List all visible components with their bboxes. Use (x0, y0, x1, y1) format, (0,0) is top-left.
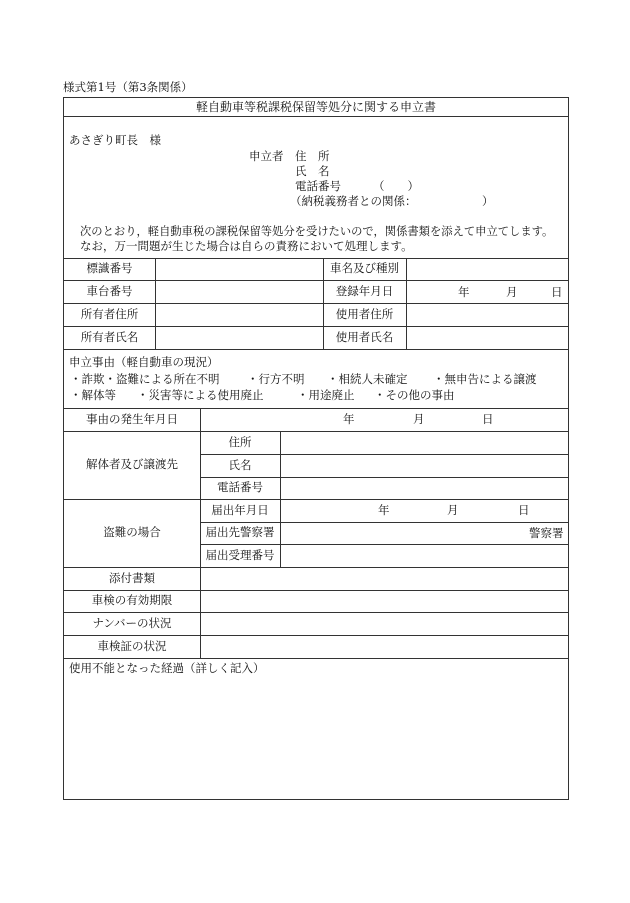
history-field[interactable] (64, 678, 568, 798)
plate-status-field[interactable] (200, 612, 568, 635)
owner-address-label: 所有者住所 (80, 306, 139, 321)
certificate-status-label: 車検証の状況 (97, 638, 167, 653)
dismantler-name-field[interactable] (280, 454, 568, 477)
dismantler-label: 解体者及び譲渡先 (86, 457, 178, 472)
incident-year-unit: 年 (343, 412, 355, 426)
applicant-relation-label: （納税義務者との関係： (290, 194, 417, 208)
intro-line-1: 次のとおり，軽自動車税の課税保留等処分を受けたいので，関係書類を添えて申立てします。 (80, 225, 554, 238)
attachments-field[interactable] (200, 567, 568, 590)
attachments-label: 添付書類 (109, 570, 155, 585)
police-station-label: 届出先警察署 (205, 525, 275, 540)
form-number: 様式第1号（第3条関係） (63, 80, 193, 94)
reason-use-discontinued[interactable]: ・用途廃止 (297, 388, 355, 402)
inspection-expiry-label: 車検の有効期限 (91, 593, 173, 608)
user-address-label: 使用者住所 (335, 306, 394, 321)
report-date-label: 届出年月日 (211, 502, 269, 517)
reason-fraud-theft[interactable]: ・詐欺・盗難による所在不明 (70, 372, 220, 386)
plate-number-field[interactable] (155, 258, 323, 280)
plate-status-label: ナンバーの状況 (92, 615, 172, 630)
reason-heir-undetermined[interactable]: ・相続人未確定 (327, 372, 408, 386)
incident-date-field[interactable] (200, 408, 568, 431)
reason-dismantled[interactable]: ・解体等 (70, 388, 116, 402)
chassis-number-field[interactable] (155, 280, 323, 303)
plate-number-label: 標識番号 (86, 261, 133, 276)
intro-line-2: なお，万一問題が生じた場合は自らの責務において処理します。 (80, 239, 413, 253)
registration-year-unit: 年 (458, 285, 470, 299)
report-day-unit: 日 (518, 503, 530, 517)
registration-date-label: 登録年月日 (335, 283, 394, 298)
applicant-phone-label: 電話番号 (295, 179, 341, 193)
receipt-number-label: 届出受理番号 (205, 547, 275, 562)
registration-month-unit: 月 (506, 285, 518, 299)
reasons-header: 申立事由（軽自動車の現況） (69, 355, 219, 369)
inspection-expiry-field[interactable] (200, 590, 568, 612)
police-station-field[interactable] (280, 522, 568, 544)
registration-date-field[interactable] (406, 280, 568, 303)
reason-unreported-transfer[interactable]: ・無申告による譲渡 (433, 372, 537, 386)
vehicle-type-field[interactable] (406, 258, 568, 280)
owner-name-field[interactable] (155, 326, 323, 349)
form-title: 軽自動車等税課税保留等処分に関する申立書 (195, 100, 436, 114)
dismantler-phone-label: 電話番号 (217, 480, 263, 495)
history-label: 使用不能となった経過（詳しく記入） (69, 661, 265, 675)
certificate-status-field[interactable] (200, 635, 568, 658)
report-year-unit: 年 (378, 503, 390, 517)
police-station-suffix: 警察署 (529, 526, 564, 540)
registration-day-unit: 日 (551, 285, 563, 299)
reason-other[interactable]: ・その他の事由 (374, 388, 455, 402)
incident-date-label: 事由の発生年月日 (86, 411, 178, 426)
theft-label: 盗難の場合 (103, 525, 161, 540)
applicant-name-label: 氏 名 (295, 164, 330, 178)
dismantler-phone-field[interactable] (280, 477, 568, 499)
incident-month-unit: 月 (413, 412, 425, 426)
dismantler-name-label: 氏名 (228, 457, 252, 472)
reason-disaster[interactable]: ・災害等による使用廃止 (137, 388, 264, 402)
applicant-address-label: 住 所 (295, 149, 330, 163)
dismantler-address-field[interactable] (280, 431, 568, 454)
report-month-unit: 月 (447, 503, 459, 517)
owner-name-label: 所有者氏名 (80, 329, 139, 344)
chassis-number-label: 車台番号 (86, 283, 133, 298)
vehicle-type-label: 車名及び種別 (330, 261, 399, 276)
applicant-label: 申立者 (249, 149, 284, 163)
user-name-field[interactable] (406, 326, 568, 349)
receipt-number-field[interactable] (280, 544, 568, 567)
applicant-phone-paren: （ ） (373, 179, 419, 193)
owner-address-field[interactable] (155, 303, 323, 326)
incident-day-unit: 日 (482, 412, 494, 426)
reason-missing[interactable]: ・行方不明 (247, 372, 305, 386)
addressee: あさぎり町長 様 (69, 133, 161, 147)
user-address-field[interactable] (406, 303, 568, 326)
application-form (63, 97, 569, 800)
applicant-relation-close: ） (482, 194, 494, 208)
user-name-label: 使用者氏名 (335, 329, 394, 344)
dismantler-address-label: 住所 (228, 434, 252, 449)
